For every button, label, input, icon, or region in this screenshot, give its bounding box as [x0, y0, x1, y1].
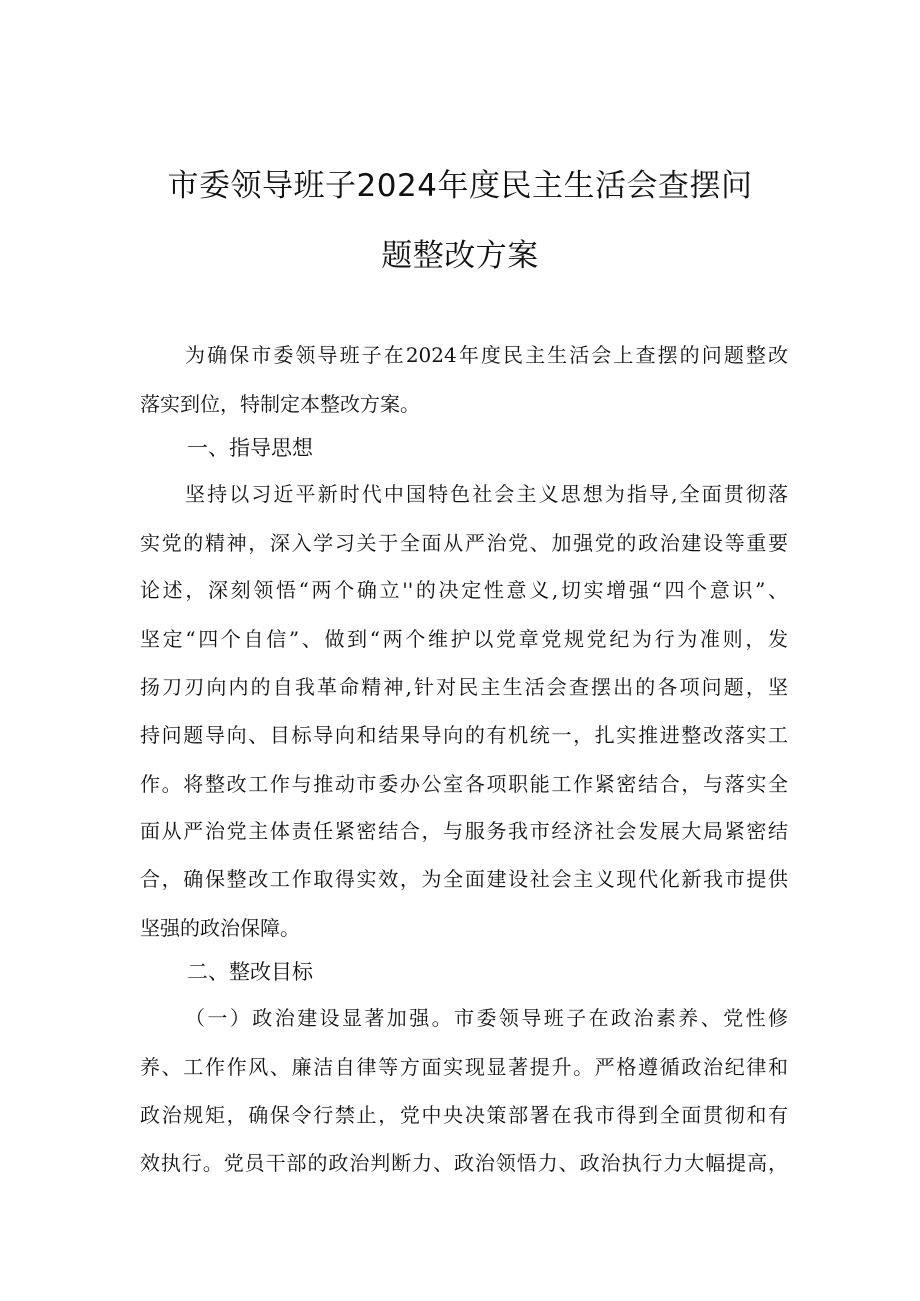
section1-line: 坚持以习近平新时代中国特色社会主义思想为指导,全面贯彻落: [185, 482, 788, 506]
section1-line: 扬刀刃向内的自我革命精神,针对民主生活会查摆出的各项问题，坚: [140, 675, 788, 699]
section1-line: 作。将整改工作与推动市委办公室各项职能工作紧密结合，与落实全: [140, 772, 788, 796]
section2-line: 养、工作作风、廉洁自律等方面实现显著提升。严格遵循政治纪律和: [140, 1055, 788, 1079]
section2-line: （一）政治建设显著加强。市委领导班子在政治素养、党性修: [185, 1006, 788, 1030]
document-title-line-1: 市委领导班子2024年度民主生活会查摆问: [167, 168, 753, 204]
section2-line: 效执行。党员干部的政治判断力、政治领悟力、政治执行力大幅提高，: [140, 1151, 788, 1175]
section1-line: 坚定“四个自信”、做到“两个维护以党章党规党纪为行为准则，发: [140, 627, 788, 651]
intro-line: 落实到位，特制定本整改方案。: [140, 392, 420, 416]
section1-line: 面从严治党主体责任紧密结合，与服务我市经济社会发展大局紧密结: [140, 819, 788, 843]
section1-line: 实党的精神，深入学习关于全面从严治党、加强党的政治建设等重要: [140, 531, 788, 555]
section1-line: 论述，深刻领悟“两个确立''的决定性意义,切实增强“四个意识”、: [140, 578, 788, 602]
section2-line: 政治规矩，确保令行禁止，党中央决策部署在我市得到全面贯彻和有: [140, 1103, 788, 1127]
section-heading-guiding-thought: 一、指导思想: [187, 436, 313, 460]
document-title-line-2: 题整改方案: [381, 238, 539, 274]
section-heading-rectification-goals: 二、整改目标: [187, 960, 313, 984]
section1-line: 坚强的政治保障。: [140, 916, 300, 940]
section1-line: 合，确保整改工作取得实效，为全面建设社会主义现代化新我市提供: [140, 867, 788, 891]
intro-line: 为确保市委领导班子在2024年度民主生活会上查摆的问题整改: [185, 343, 788, 367]
section1-line: 持问题导向、目标导向和结果导向的有机统一，扎实推进整改落实工: [140, 723, 788, 747]
